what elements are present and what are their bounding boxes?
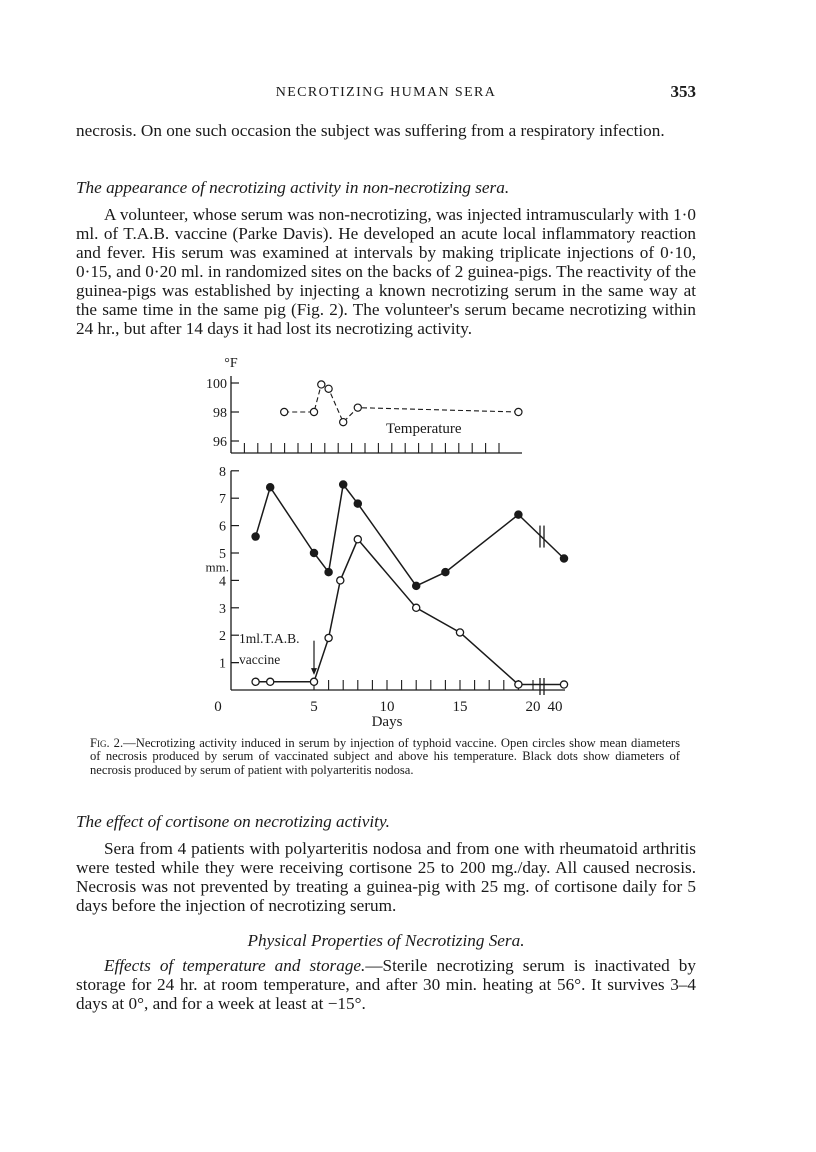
black-dot-point xyxy=(560,555,567,562)
black-dot-point xyxy=(442,569,449,576)
mm-y-tick-label: 3 xyxy=(219,601,226,617)
mm-x-axis-label: Days xyxy=(371,714,403,730)
temperature-legend-label: Temperature xyxy=(386,421,462,437)
mm-y-tick-label: 6 xyxy=(219,519,226,535)
open-circle-point xyxy=(325,634,332,641)
paragraph-1: necrosis. On one such occasion the subject was suffering from a respiratory infection. xyxy=(76,121,665,140)
open-circle-point xyxy=(560,681,567,688)
section-heading-necrotizing-activity: The appearance of necrotizing activity in non-necrotizing sera. xyxy=(76,178,510,197)
mm-y-axis-label: mm. xyxy=(205,559,229,575)
temp-y-tick-label: 96 xyxy=(213,435,227,450)
black-dot-break-segment xyxy=(518,515,564,559)
open-circle-point xyxy=(515,681,522,688)
mm-y-tick-label: 7 xyxy=(219,492,226,508)
mm-x-tick-label: 5 xyxy=(310,699,318,715)
necrosis-chart xyxy=(206,465,568,730)
figure-label: Fig. 2. xyxy=(90,736,124,750)
figure-caption xyxy=(90,737,680,777)
mm-y-tick-label: 8 xyxy=(219,464,226,480)
mm-y-tick-label: 5 xyxy=(219,547,226,562)
black-dot-point xyxy=(310,549,317,556)
mm-x-tick-label: 40 xyxy=(547,699,563,715)
black-dot-point xyxy=(354,500,361,507)
vaccine-annotation-line-1: 1ml.T.A.B. xyxy=(239,631,300,647)
black-dot-series-line xyxy=(256,485,519,586)
black-dot-point xyxy=(340,481,347,488)
black-dot-point xyxy=(515,511,522,518)
temp-y-tick-label: 98 xyxy=(213,406,227,421)
open-circle-point xyxy=(310,678,317,685)
section-block-3 xyxy=(76,931,696,1013)
vaccine-annotation-line-2: vaccine xyxy=(239,652,281,668)
temperature-point xyxy=(318,381,325,388)
paragraph-4 xyxy=(76,956,696,1013)
temperature-point xyxy=(354,404,361,411)
temp-y-axis-label: °F xyxy=(224,356,238,371)
open-circle-point xyxy=(354,536,361,543)
mm-x-tick-label: 15 xyxy=(452,699,468,715)
paragraph-4-lead: Effects of temperature and storage. xyxy=(104,956,366,975)
caption-text: —Necrotizing activity induced in serum by injection of typhoid vaccine. Open circles show mean diameters of necrosis produced by serum of vaccinated subject and above his temperature. Black dots show diameters of necrosis produced by serum of patient with polyarteritis nodosa. xyxy=(90,736,681,777)
temperature-chart xyxy=(206,356,522,453)
open-circle-point xyxy=(337,577,344,584)
section-heading-cortisone: The effect of cortisone on necrotizing activity. xyxy=(76,812,390,831)
temperature-series-line xyxy=(284,384,518,422)
temp-y-tick-label: 100 xyxy=(206,377,227,392)
open-circle-point xyxy=(413,604,420,611)
temperature-point xyxy=(325,385,332,392)
running-title: NECROTIZING HUMAN SERA xyxy=(275,85,497,100)
temperature-point xyxy=(515,408,522,415)
open-circle-point xyxy=(252,678,259,685)
section-heading-physical-properties: Physical Properties of Necrotizing Sera. xyxy=(247,931,525,950)
open-circle-point xyxy=(267,678,274,685)
paragraph-2: A volunteer, whose serum was non-necrotizing, was injected intramuscularly with 1·0 ml. of T.A.B. vaccine (Parke Davis). He developed an acute local inflammatory reaction and fever. His serum was examined at intervals by making triplicate injections of 0·10, 0·15, and 0·20 ml. in randomized sites on the backs of 2 guinea-pigs. The reactivity of the guinea-pigs was established by injecting a known necrotizing serum in the same way at the same time in the same pig (Fig. 2). The volunteer's serum became necrotizing within 24 hr., but after 14 days it had lost its necrotizing activity. xyxy=(76,205,696,338)
black-dot-point xyxy=(325,569,332,576)
paragraph-3: Sera from 4 patients with polyarteritis nodosa and from one with rheumatoid arthritis were tested while they were receiving cortisone 25 to 200 mg./day. All caused necrosis. Necrosis was not prevented by treating a guinea-pig with 25 mg. of cortisone daily for 5 days before the injection of necrotizing serum. xyxy=(76,839,696,915)
open-circle-series-line xyxy=(256,539,519,684)
mm-y-tick-label: 2 xyxy=(219,629,226,645)
paragraph-4-body: —Sterile necrotizing serum is inactivated by storage for 24 hr. at room temperature, and after 30 min. heating at 56°. It survives 3–4 days at 0°, and for a week at least at −15°. xyxy=(76,956,696,1013)
temperature-point xyxy=(340,419,347,426)
black-dot-point xyxy=(413,582,420,589)
temperature-point xyxy=(281,408,288,415)
open-circle-point xyxy=(456,629,463,636)
page-number: 353 xyxy=(670,82,696,101)
mm-y-tick-label: 1 xyxy=(219,656,226,672)
black-dot-point xyxy=(252,533,259,540)
black-dot-point xyxy=(267,484,274,491)
mm-x-tick-label: 20 xyxy=(525,699,541,715)
mm-y-tick-label: 4 xyxy=(219,574,226,590)
temperature-point xyxy=(310,408,317,415)
section-block-2 xyxy=(76,812,696,915)
mm-x-tick-label: 10 xyxy=(379,699,395,715)
mm-x-tick-label: 0 xyxy=(214,699,222,715)
